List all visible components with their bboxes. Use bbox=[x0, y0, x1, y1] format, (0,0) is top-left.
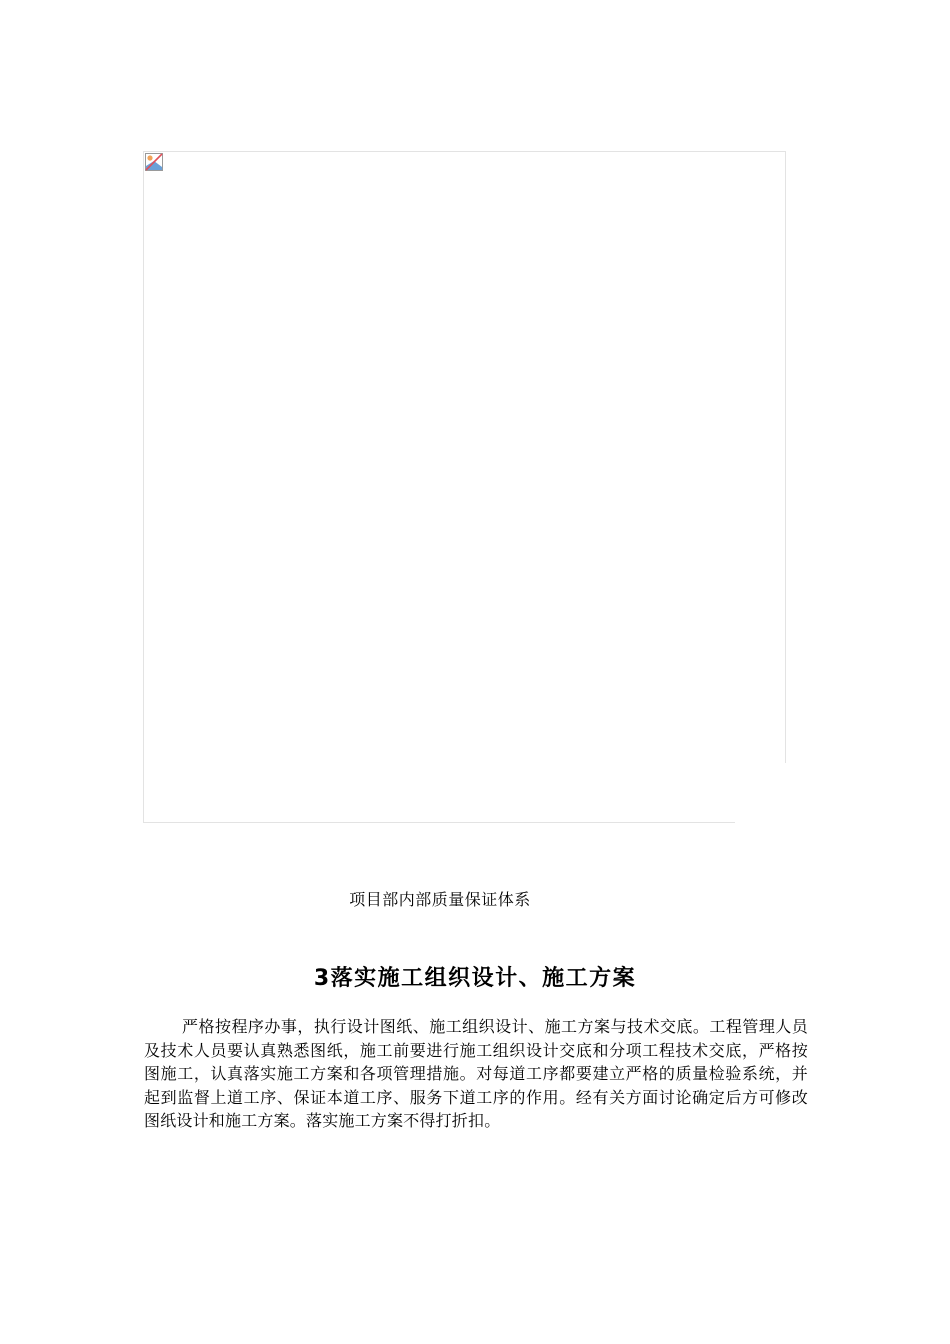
figure-border-right bbox=[785, 151, 786, 763]
section-heading: 3落实施工组织设计、施工方案 bbox=[313, 966, 637, 991]
figure-placeholder bbox=[143, 151, 786, 823]
figure-caption: 项目部内部质量保证体系 bbox=[349, 890, 531, 909]
figure-border-bottom bbox=[143, 822, 735, 823]
broken-image-icon bbox=[145, 153, 163, 171]
body-paragraph: 严格按程序办事，执行设计图纸、施工组织设计、施工方案与技术交底。工程管理人员及技术人员要认真熟悉图纸，施工前要进行施工组织设计交底和分项工程技术交底，严格按图施工，认真落实施工方案和各项管理措施。对每道工序都要建立严格的质量检验系统，并起到监督上道工序、保证本道工序、服务下道工序的作用。经有关方面讨论确定后方可修改图纸设计和施工方案。落实施工方案不得打折扣。 bbox=[144, 1017, 808, 1130]
